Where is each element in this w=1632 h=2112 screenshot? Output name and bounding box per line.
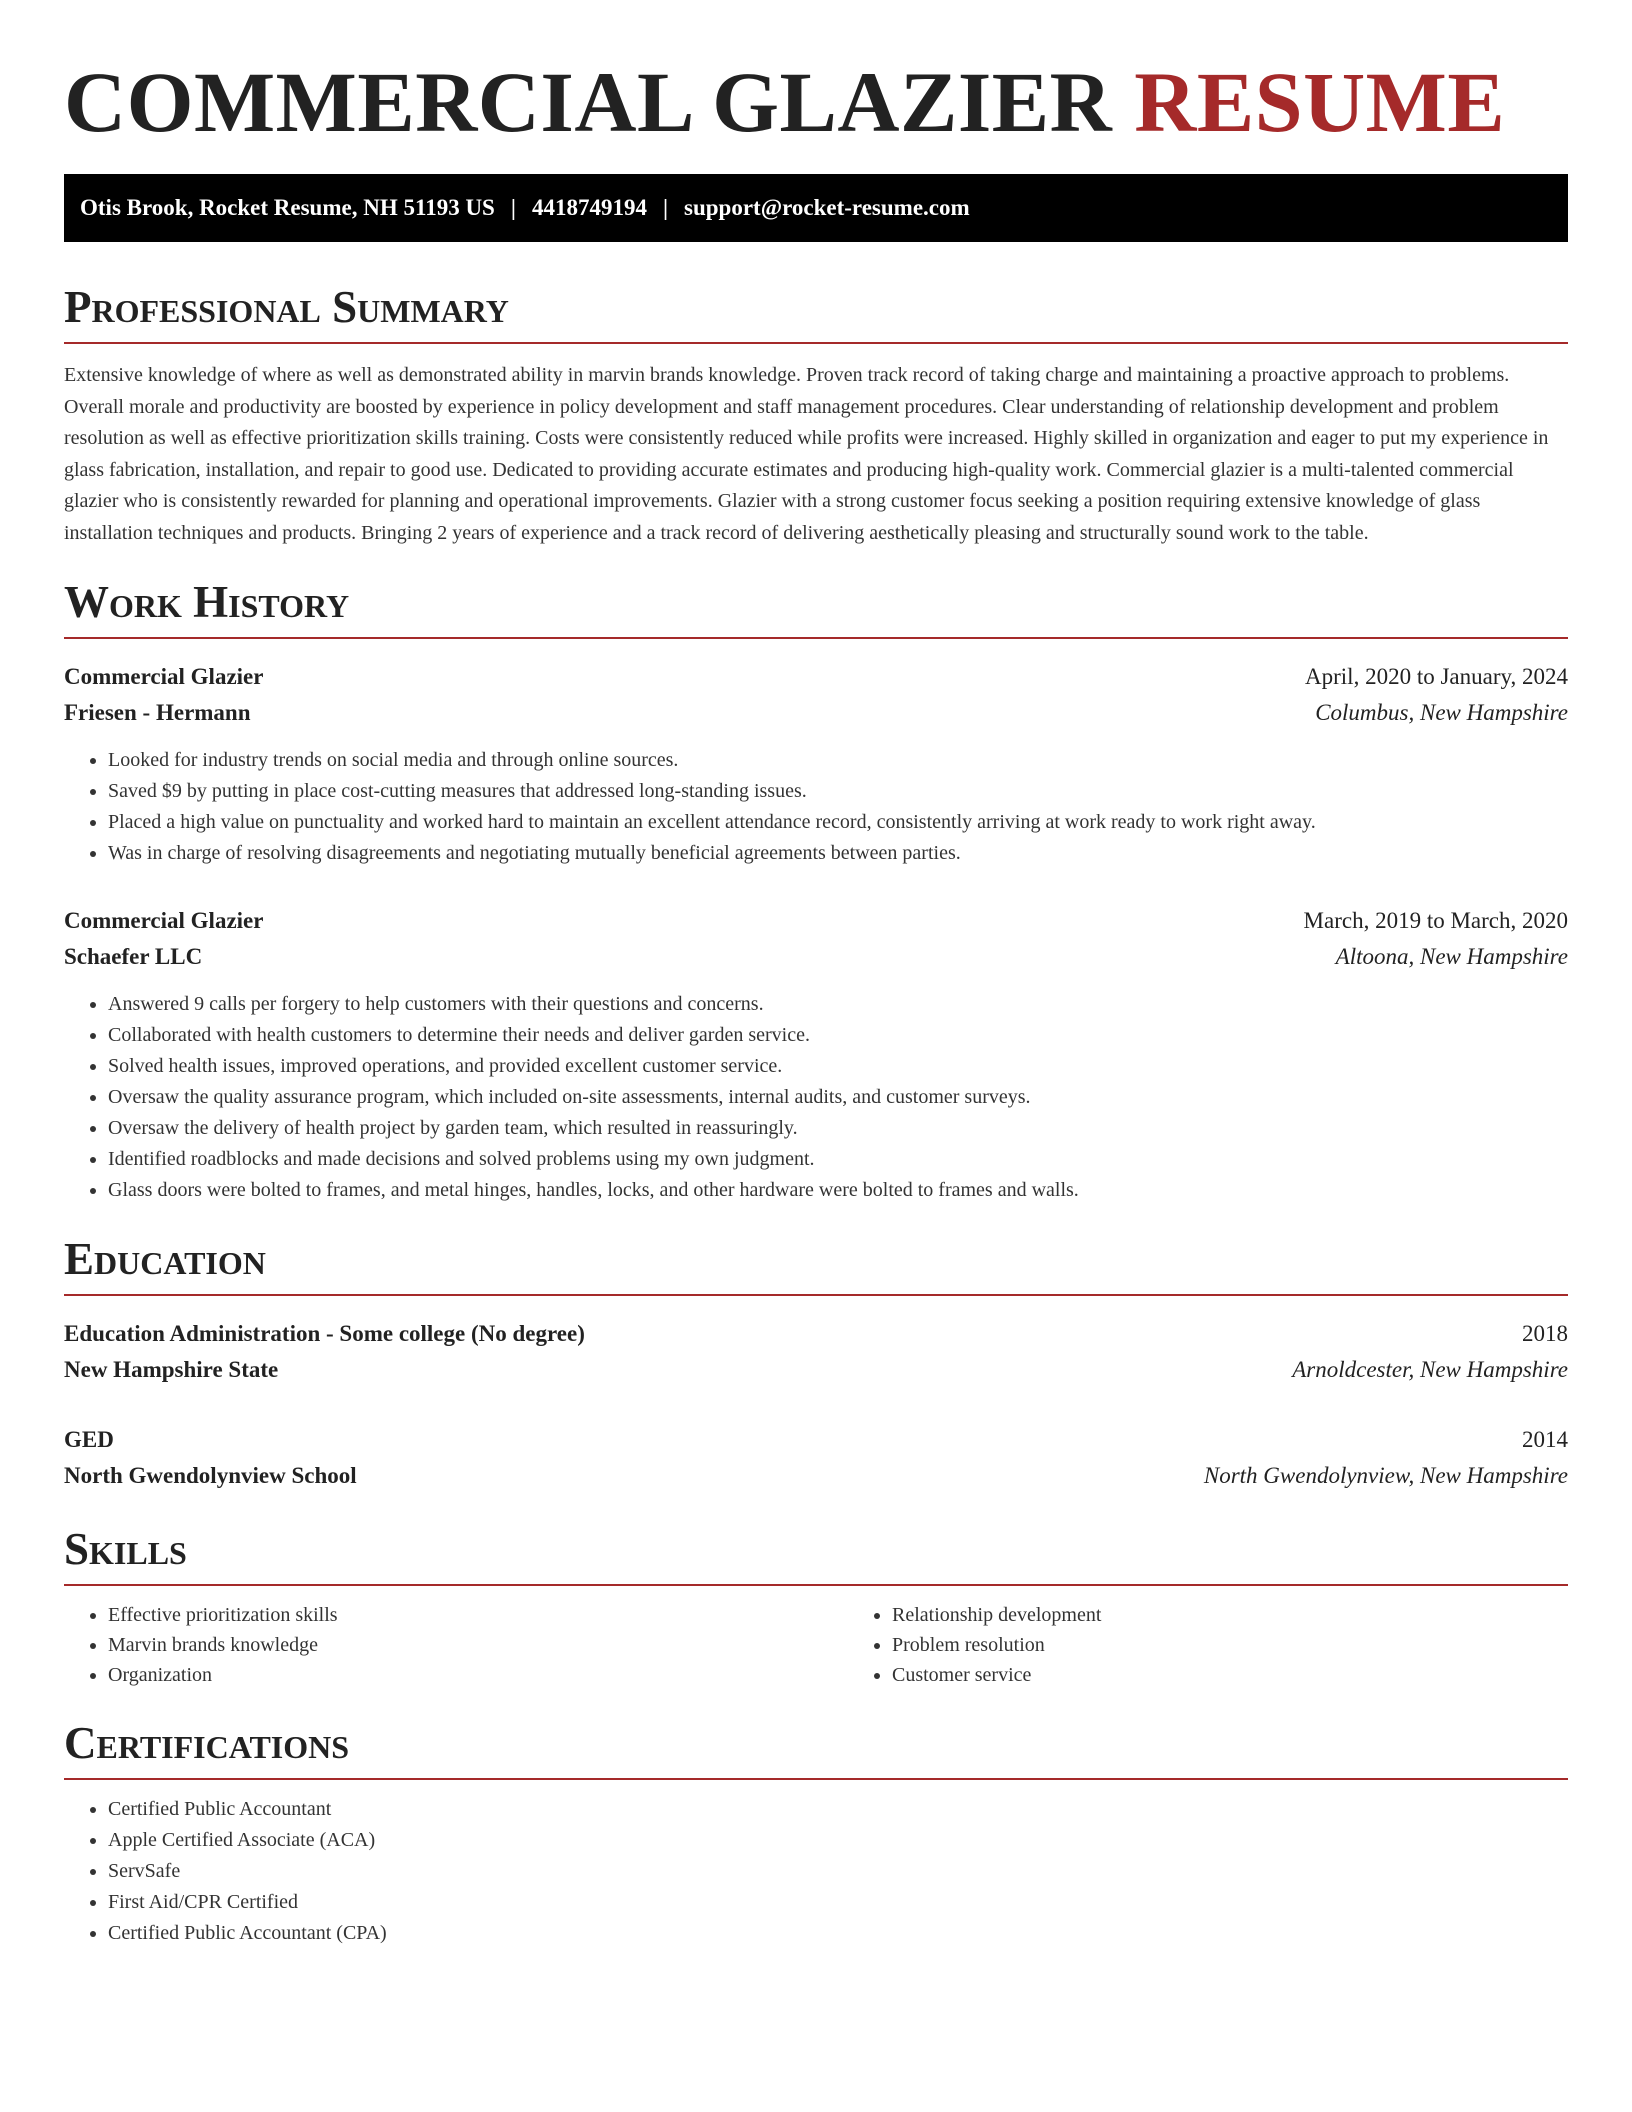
job-title-row: [64, 903, 1568, 939]
education-location: Arnoldcester, New Hampshire: [1292, 1357, 1568, 1382]
job-location: Columbus, New Hampshire: [1315, 700, 1568, 725]
list-item: • Answered 9 calls per forgery to help customers with their questions and concerns.: [108, 989, 1568, 1020]
list-item: • Certified Public Accountant: [108, 1794, 1568, 1825]
education-degree: GED: [64, 1427, 114, 1452]
job-company: Friesen - Hermann: [64, 700, 251, 725]
section-heading-education: Education: [64, 1234, 1568, 1296]
job-company-row: [64, 939, 1568, 975]
list-item: • Apple Certified Associate (ACA): [108, 1825, 1568, 1856]
contact-email: support@rocket-resume.com: [684, 195, 970, 220]
education-degree-row: [64, 1422, 1568, 1458]
contact-address: Otis Brook, Rocket Resume, NH 51193 US: [80, 195, 495, 220]
job-dates: March, 2019 to March, 2020: [1303, 908, 1568, 933]
skills-columns: [64, 1600, 1568, 1690]
education-school: North Gwendolynview School: [64, 1463, 357, 1488]
list-item: • Relationship development: [892, 1600, 1568, 1630]
education-location: North Gwendolynview, New Hampshire: [1203, 1463, 1568, 1488]
list-item: • Organization: [108, 1660, 848, 1690]
summary-text: Extensive knowledge of where as well as demonstrated ability in marvin brands knowledge. Proven track record of taking charge and maintaining a proactive approach to problems. Overall morale and productivity are boosted by experience in policy development and staff management procedures. Clear understanding of relationship development and problem resolution as well as effective prioritization skills training. Costs were consistently reduced while profits were increased. Highly skilled in organization and eager to put my experience in glass fabrication, installation, and repair to good use. Dedicated to providing accurate estimates and producing high-quality work. Commercial glazier is a multi-talented commercial glazier who is consistently rewarded for planning and operational improvements. Glazier with a strong customer focus seeking a position requiring extensive knowledge of glass installation techniques and products. Bringing 2 years of experience and a track record of delivering aesthetically pleasing and structurally sound work to the table.: [64, 364, 1549, 544]
job-title: Commercial Glazier: [64, 908, 264, 933]
job-location: Altoona, New Hampshire: [1335, 944, 1568, 969]
contact-separator: |: [510, 195, 516, 220]
education-entry: [64, 1316, 1568, 1388]
resume-title: [64, 56, 1568, 148]
contact-phone: 4418749194: [531, 195, 647, 220]
list-item: • First Aid/CPR Certified: [108, 1887, 1568, 1918]
education-year: 2018: [1522, 1321, 1568, 1346]
education-entry: [64, 1422, 1568, 1494]
skills-list-right: [848, 1600, 1568, 1690]
resume-page: [64, 56, 1568, 1949]
title-main: COMMERCIAL GLAZIER: [64, 54, 1113, 150]
list-item: • Placed a high value on punctuality and worked hard to maintain an excellent attendance record, consistently arriving at work ready to work right away.: [108, 807, 1568, 838]
list-item: • Collaborated with health customers to determine their needs and deliver garden service.: [108, 1020, 1568, 1051]
contact-separator: |: [662, 195, 669, 220]
contact-bar: [64, 174, 1568, 242]
list-item: • Problem resolution: [892, 1630, 1568, 1660]
job-title: Commercial Glazier: [64, 664, 264, 689]
skills-list-left: [64, 1600, 848, 1690]
list-item: • ServSafe: [108, 1856, 1568, 1887]
job-entry: [64, 659, 1568, 869]
job-entry: [64, 903, 1568, 1206]
job-title-row: [64, 659, 1568, 695]
list-item: • Marvin brands knowledge: [108, 1630, 848, 1660]
education-school-row: [64, 1458, 1568, 1494]
list-item: • Was in charge of resolving disagreements and negotiating mutually beneficial agreements between parties.: [108, 838, 1568, 869]
list-item: • Certified Public Accountant (CPA): [108, 1918, 1568, 1949]
list-item: • Looked for industry trends on social media and through online sources.: [108, 745, 1568, 776]
title-accent: RESUME: [1134, 54, 1506, 150]
list-item: • Customer service: [892, 1660, 1568, 1690]
list-item: • Saved $9 by putting in place cost-cutting measures that addressed long-standing issues.: [108, 776, 1568, 807]
job-company: Schaefer LLC: [64, 944, 203, 969]
education-degree: Education Administration - Some college (No degree): [64, 1321, 585, 1346]
list-item: • Oversaw the quality assurance program, which included on-site assessments, internal audits, and customer surveys.: [108, 1082, 1568, 1113]
education-school-row: [64, 1352, 1568, 1388]
job-company-row: [64, 695, 1568, 731]
job-bullets: [64, 989, 1568, 1206]
list-item: • Oversaw the delivery of health project by garden team, which resulted in reassuringly.: [108, 1113, 1568, 1144]
education-degree-row: [64, 1316, 1568, 1352]
list-item: • Solved health issues, improved operations, and provided excellent customer service.: [108, 1051, 1568, 1082]
job-bullets: [64, 745, 1568, 869]
section-heading-work: Work History: [64, 577, 1568, 639]
section-heading-certifications: Certifications: [64, 1718, 1568, 1780]
education-school: New Hampshire State: [64, 1357, 279, 1382]
education-year: 2014: [1522, 1427, 1568, 1452]
certifications-list: [64, 1794, 1568, 1949]
section-heading-summary: Professional Summary: [64, 282, 1568, 344]
job-dates: April, 2020 to January, 2024: [1305, 664, 1568, 689]
section-heading-skills: Skills: [64, 1524, 1568, 1586]
list-item: • Glass doors were bolted to frames, and metal hinges, handles, locks, and other hardware were bolted to frames and walls.: [108, 1175, 1568, 1206]
list-item: • Effective prioritization skills: [108, 1600, 848, 1630]
list-item: • Identified roadblocks and made decisions and solved problems using my own judgment.: [108, 1144, 1568, 1175]
